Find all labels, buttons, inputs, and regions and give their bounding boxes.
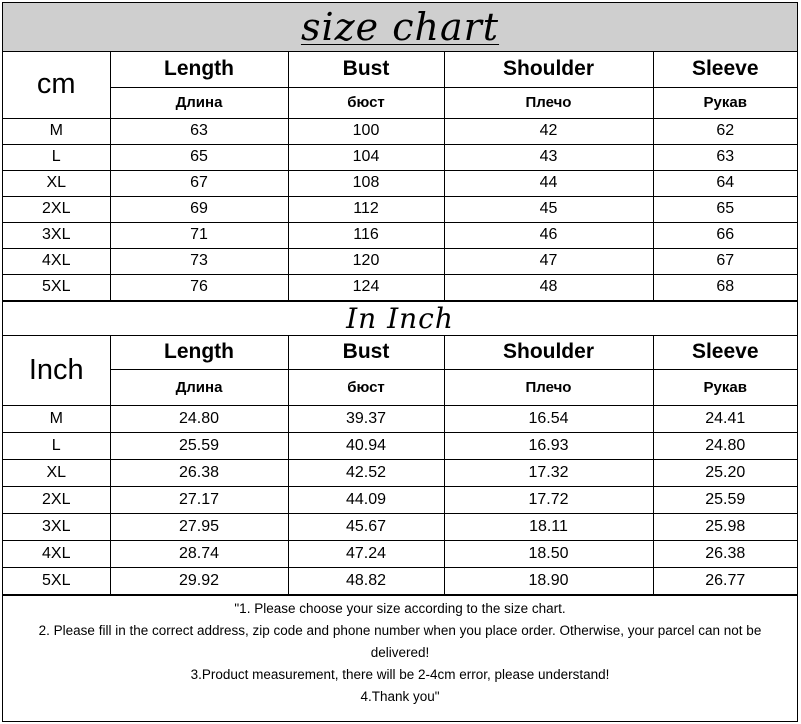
measurement-cell: 64 [653,170,797,196]
header-bust: Bust [288,336,444,370]
inch-section-title-bar [3,301,797,336]
measurement-cell: 120 [288,248,444,274]
header-shoulder: Shoulder [444,336,653,370]
size-chart-sheet [2,2,798,722]
note-line: "1. Please choose your size according to the size chart. [234,601,566,616]
measurement-cell: 69 [110,196,288,222]
size-label-cell: 4XL [3,248,110,274]
measurement-cell: 17.72 [444,487,653,514]
measurement-cell: 66 [653,222,797,248]
measurement-cell: 108 [288,170,444,196]
measurement-cell: 67 [653,248,797,274]
measurement-cell: 27.95 [110,514,288,541]
table-row [3,460,797,487]
measurement-cell: 25.98 [653,514,797,541]
size-label-cell: XL [3,460,110,487]
measurement-cell: 62 [653,118,797,144]
unit-label: cm [3,52,110,118]
measurement-cell: 104 [288,144,444,170]
measurement-cell: 46 [444,222,653,248]
table-row [3,274,797,300]
size-label-cell: L [3,144,110,170]
measurement-cell: 27.17 [110,487,288,514]
unit-label: Inch [3,336,110,406]
measurement-cell: 29.92 [110,568,288,595]
measurement-cell: 39.37 [288,406,444,433]
size-label-cell: 2XL [3,196,110,222]
header-bust: Bust [288,52,444,87]
measurement-cell: 68 [653,274,797,300]
note-line: 4.Thank you" [360,689,440,704]
inch-size-table [3,336,797,596]
table-row [3,170,797,196]
size-label-cell: 3XL [3,222,110,248]
measurement-cell: 71 [110,222,288,248]
measurement-cell: 24.80 [653,433,797,460]
measurement-cell: 42.52 [288,460,444,487]
header-shoulder: Shoulder [444,52,653,87]
header-length: Length [110,336,288,370]
table-row [3,514,797,541]
measurement-cell: 26.38 [653,541,797,568]
notes-section [3,595,797,708]
measurement-cell: 17.32 [444,460,653,487]
size-label-cell: 2XL [3,487,110,514]
title-bar [3,3,797,52]
header-length: Length [110,52,288,87]
table-row [3,487,797,514]
size-label-cell: M [3,118,110,144]
measurement-cell: 40.94 [288,433,444,460]
size-label-cell: M [3,406,110,433]
measurement-cell: 45 [444,196,653,222]
measurement-cell: 47.24 [288,541,444,568]
header-sleeve: Sleeve [653,52,797,87]
size-label-cell: 3XL [3,514,110,541]
table-row [3,406,797,433]
measurement-cell: 67 [110,170,288,196]
measurement-cell: 48 [444,274,653,300]
header-sleeve-ru: Рукав [653,370,797,406]
table-row [3,433,797,460]
header-shoulder-ru: Плечо [444,370,653,406]
table-row [3,144,797,170]
header-shoulder-ru: Плечо [444,87,653,118]
measurement-cell: 24.80 [110,406,288,433]
cm-size-table [3,52,797,301]
header-length-ru: Длина [110,370,288,406]
measurement-cell: 65 [653,196,797,222]
table-row [3,222,797,248]
measurement-cell: 26.77 [653,568,797,595]
measurement-cell: 43 [444,144,653,170]
measurement-cell: 65 [110,144,288,170]
measurement-cell: 63 [110,118,288,144]
note-line: 2. Please fill in the correct address, zip code and phone number when you place order. Otherwise, your parcel can not be delivered! [38,623,762,660]
table-row [3,568,797,595]
note-line: 3.Product measurement, there will be 2-4cm error, please understand! [190,667,610,682]
page-title: size chart [300,5,500,49]
table-row [3,118,797,144]
measurement-cell: 26.38 [110,460,288,487]
measurement-cell: 48.82 [288,568,444,595]
table-row [3,196,797,222]
measurement-cell: 16.54 [444,406,653,433]
header-bust-ru: бюст [288,370,444,406]
measurement-cell: 112 [288,196,444,222]
measurement-cell: 25.59 [110,433,288,460]
header-bust-ru: бюст [288,87,444,118]
measurement-cell: 16.93 [444,433,653,460]
measurement-cell: 45.67 [288,514,444,541]
size-label-cell: 5XL [3,274,110,300]
measurement-cell: 116 [288,222,444,248]
table-row [3,248,797,274]
measurement-cell: 73 [110,248,288,274]
measurement-cell: 100 [288,118,444,144]
measurement-cell: 18.90 [444,568,653,595]
measurement-cell: 63 [653,144,797,170]
size-label-cell: 5XL [3,568,110,595]
header-sleeve: Sleeve [653,336,797,370]
table-row [3,541,797,568]
measurement-cell: 44 [444,170,653,196]
measurement-cell: 18.50 [444,541,653,568]
header-length-ru: Длина [110,87,288,118]
measurement-cell: 42 [444,118,653,144]
measurement-cell: 76 [110,274,288,300]
measurement-cell: 124 [288,274,444,300]
size-label-cell: XL [3,170,110,196]
header-sleeve-ru: Рукав [653,87,797,118]
measurement-cell: 25.20 [653,460,797,487]
measurement-cell: 18.11 [444,514,653,541]
measurement-cell: 25.59 [653,487,797,514]
measurement-cell: 47 [444,248,653,274]
measurement-cell: 28.74 [110,541,288,568]
measurement-cell: 44.09 [288,487,444,514]
inch-section-title: In Inch [346,301,454,335]
size-label-cell: L [3,433,110,460]
size-label-cell: 4XL [3,541,110,568]
measurement-cell: 24.41 [653,406,797,433]
